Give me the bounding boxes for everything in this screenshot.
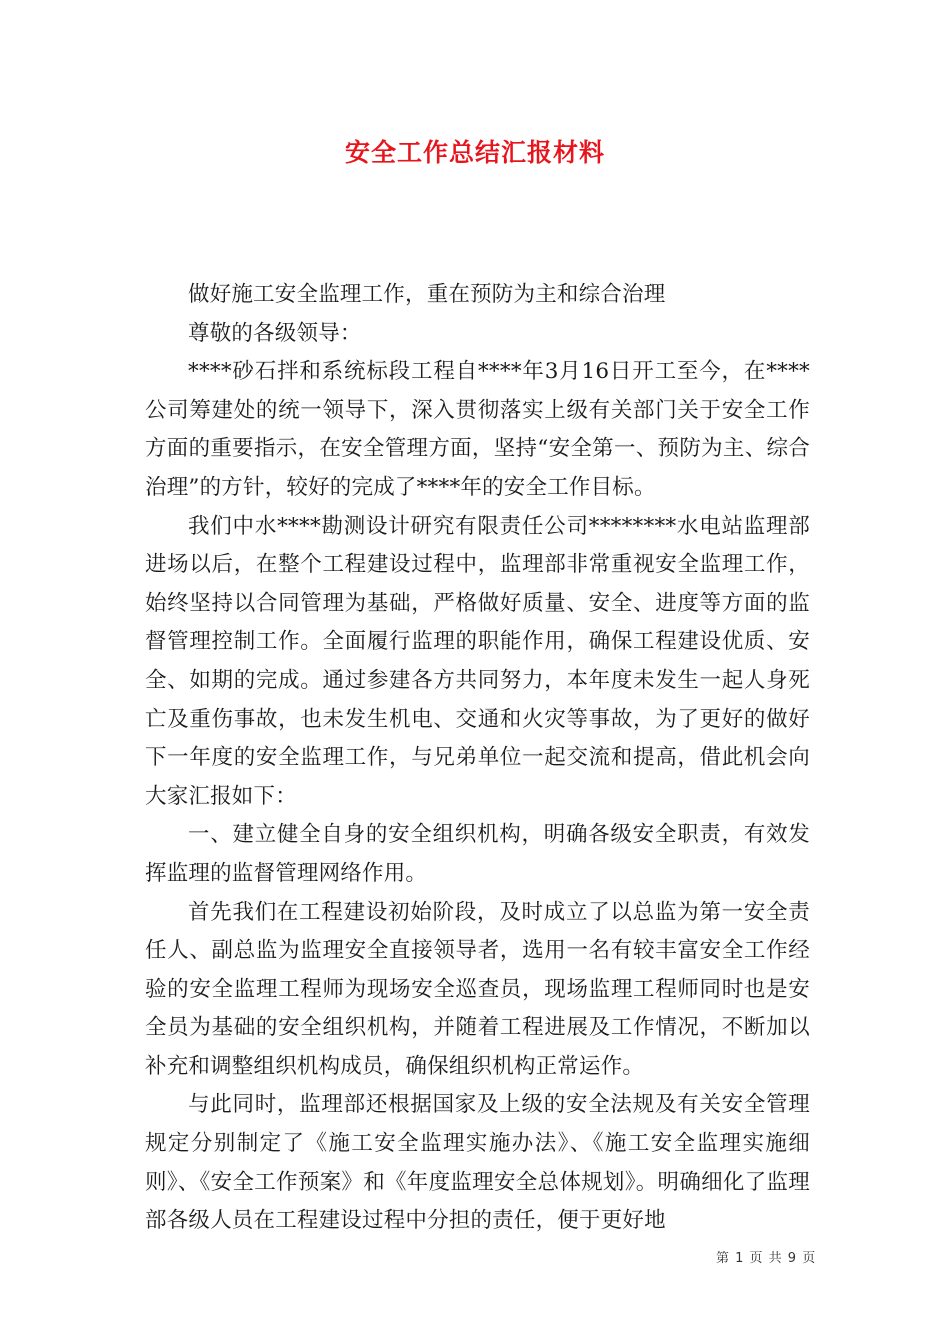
- body-paragraph: ****砂石拌和系统标段工程自****年3月16日开工至今，在****公司筹建处的统一领导下，深入贯彻落实上级有关部门关于安全工作方面的重要指示，在安全管理方面，坚持“安全第一、预防为主、综合治理”的方针，较好的完成了****年的安全工作目标。: [145, 359, 810, 500]
- page-number-footer: 第 1 页 共 9 页: [716, 1251, 817, 1266]
- body-paragraph: 与此同时，监理部还根据国家及上级的安全法规及有关安全管理规定分别制定了《施工安全监理实施办法》、《施工安全监理实施细则》、《安全工作预案》和《年度监理安全总体规划》。明确细化了监理部各级人员在工程建设过程中分担的责任，便于更好地: [145, 1092, 810, 1234]
- section-heading-paragraph: 一、建立健全自身的安全组织机构，明确各级安全职责，有效发挥监理的监督管理网络作用。: [145, 822, 810, 886]
- subtitle-paragraph: 做好施工安全监理工作，重在预防为主和综合治理: [188, 282, 666, 307]
- body-paragraph: 首先我们在工程建设初始阶段，及时成立了以总监为第一安全责任人、副总监为监理安全直接领导者，选用一名有较丰富安全工作经验的安全监理工程师为现场安全巡查员，现场监理工程师同时也是安全员为基础的安全组织机构，并随着工程进展及工作情况，不断加以补充和调整组织机构成员，确保组织机构正常运作。: [145, 899, 810, 1079]
- body-paragraph: 我们中水****勘测设计研究有限责任公司********水电站监理部进场以后，在整个工程建设过程中，监理部非常重视安全监理工作，始终坚持以合同管理为基础，严格做好质量、安全、进度等方面的监督管理控制工作。全面履行监理的职能作用，确保工程建设优质、安全、如期的完成。通过参建各方共同努力，本年度未发生一起人身死亡及重伤事故，也未发生机电、交通和火灾等事故，为了更好的做好下一年度的安全监理工作，与兄弟单位一起交流和提高，借此机会向大家汇报如下：: [145, 513, 810, 809]
- document-body: [145, 276, 810, 1241]
- document-title: 安全工作总结汇报材料: [344, 138, 605, 167]
- salutation-paragraph: 尊敬的各级领导：: [188, 320, 362, 346]
